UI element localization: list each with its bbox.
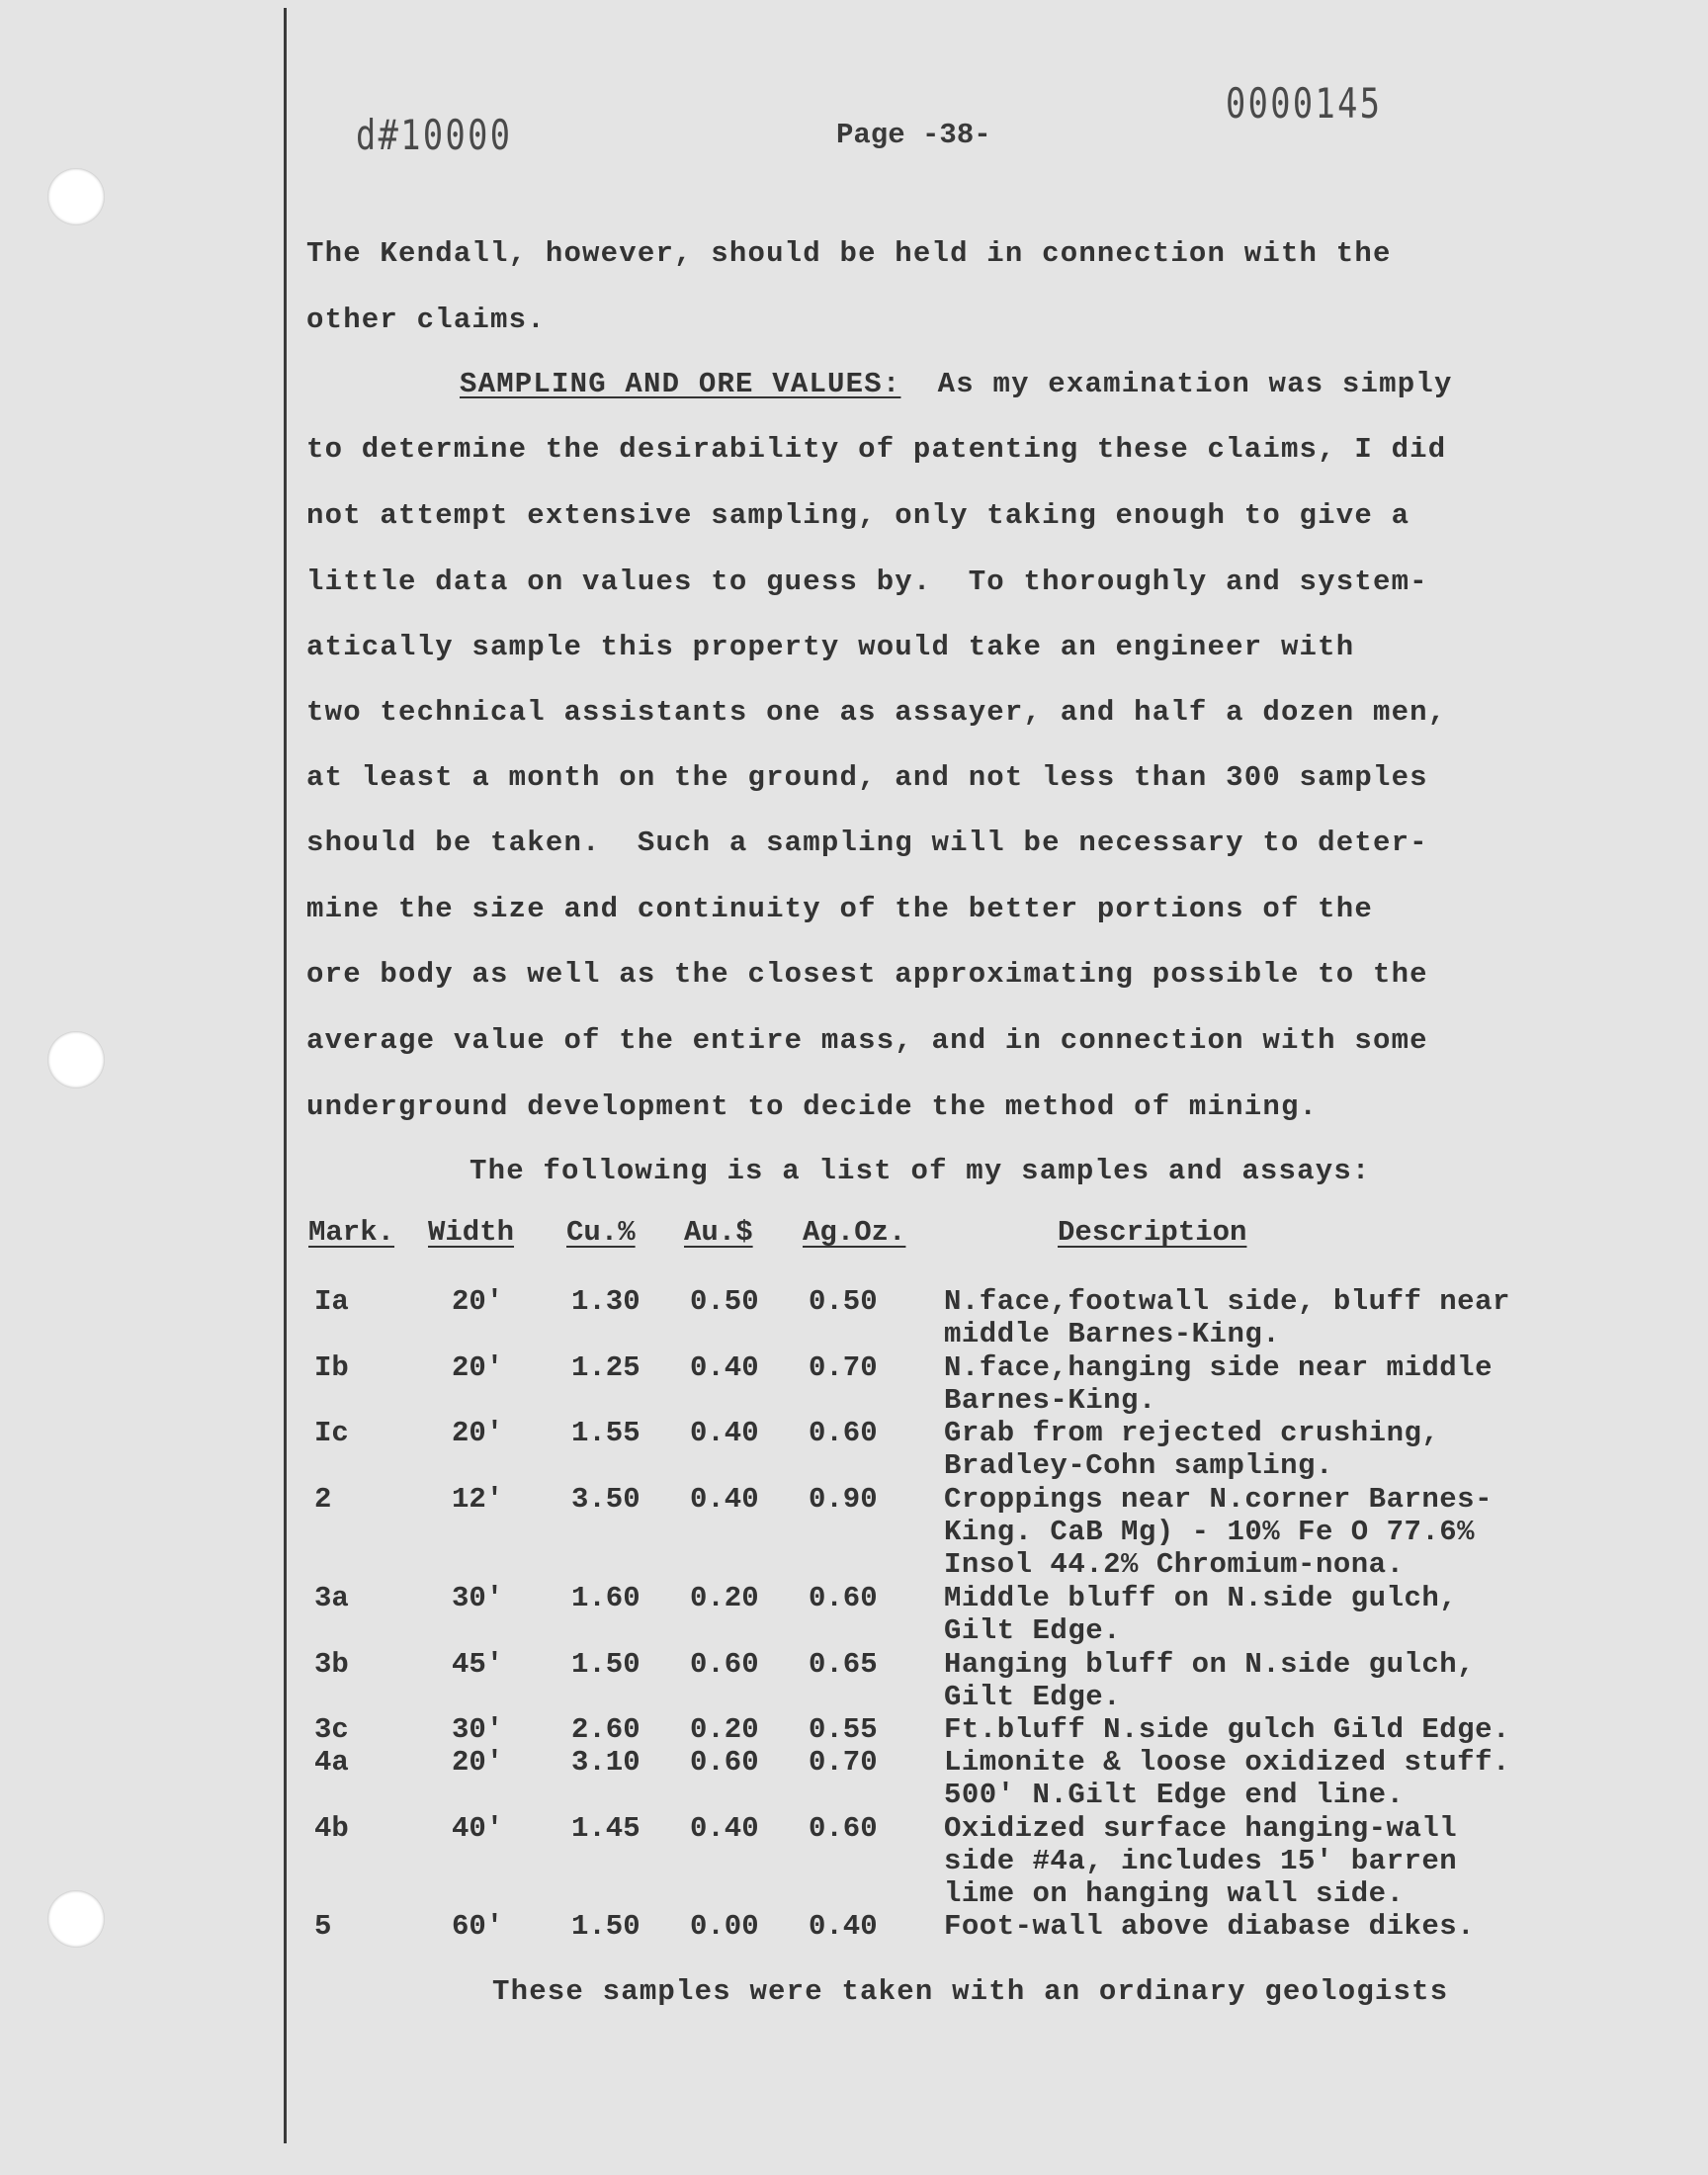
col-header-description: Description xyxy=(1058,1216,1247,1249)
desc-line: side #4a, includes 15' barren xyxy=(944,1845,1458,1877)
cell-au: 0.40 xyxy=(690,1417,759,1449)
section-heading-line xyxy=(460,368,1708,400)
margin-rule xyxy=(284,8,287,2143)
cell-width: 12' xyxy=(452,1483,504,1516)
cell-mark: 4a xyxy=(314,1746,349,1779)
body-line: atically sample this property would take an engineer with xyxy=(306,631,1355,663)
body-line: mine the size and continuity of the better portions of the xyxy=(306,893,1373,925)
cell-description xyxy=(944,1812,1457,1910)
cell-width: 20' xyxy=(452,1351,504,1384)
desc-line: middle Barnes-King. xyxy=(944,1318,1281,1350)
cell-au: 0.60 xyxy=(690,1648,759,1681)
body-line: The Kendall, however, should be held in connection with the xyxy=(306,237,1392,270)
desc-line: Oxidized surface hanging-wall xyxy=(944,1812,1458,1845)
cell-au: 0.20 xyxy=(690,1582,759,1614)
cell-width: 20' xyxy=(452,1746,504,1779)
desc-line: N.face,hanging side near middle xyxy=(944,1351,1493,1384)
desc-line: Gilt Edge. xyxy=(944,1614,1122,1647)
body-line: should be taken. Such a sampling will be necessary to deter- xyxy=(306,826,1428,859)
cell-ag: 0.70 xyxy=(809,1351,878,1384)
cell-ag: 0.65 xyxy=(809,1648,878,1681)
cell-mark: Ib xyxy=(314,1351,349,1384)
cell-cu: 1.55 xyxy=(571,1417,640,1449)
cell-au: 0.60 xyxy=(690,1746,759,1779)
desc-line: N.face,footwall side, bluff near xyxy=(944,1285,1510,1318)
cell-ag: 0.60 xyxy=(809,1582,878,1614)
punch-hole-middle xyxy=(47,1031,105,1088)
cell-mark: 3c xyxy=(314,1713,349,1746)
cell-width: 20' xyxy=(452,1417,504,1449)
desc-line: Ft.bluff N.side gulch Gild Edge. xyxy=(944,1713,1510,1746)
section-lead: As my examination was simply xyxy=(900,368,1453,400)
desc-line: 500' N.Gilt Edge end line. xyxy=(944,1779,1405,1811)
desc-line: lime on hanging wall side. xyxy=(944,1877,1405,1910)
cell-mark: Ic xyxy=(314,1417,349,1449)
desc-line: King. CaB Mg) - 10% Fe O 77.6% xyxy=(944,1516,1476,1548)
cell-ag: 0.50 xyxy=(809,1285,878,1318)
cell-width: 45' xyxy=(452,1648,504,1681)
cell-cu: 2.60 xyxy=(571,1713,640,1746)
cell-mark: 3a xyxy=(314,1582,349,1614)
cell-width: 40' xyxy=(452,1812,504,1845)
cell-ag: 0.90 xyxy=(809,1483,878,1516)
cell-au: 0.00 xyxy=(690,1910,759,1943)
desc-line: Gilt Edge. xyxy=(944,1681,1122,1713)
cell-description xyxy=(944,1483,1493,1581)
cell-width: 20' xyxy=(452,1285,504,1318)
cell-mark: 5 xyxy=(314,1910,332,1943)
body-line: not attempt extensive sampling, only taking enough to give a xyxy=(306,499,1410,532)
cell-description xyxy=(944,1910,1475,1943)
cell-ag: 0.55 xyxy=(809,1713,878,1746)
cell-au: 0.40 xyxy=(690,1351,759,1384)
body-line: little data on values to guess by. To thoroughly and system- xyxy=(306,566,1428,598)
footer-line: These samples were taken with an ordinary geologists xyxy=(492,1975,1449,2008)
col-header-au: Au.$ xyxy=(684,1216,753,1249)
cell-mark: 2 xyxy=(314,1483,332,1516)
cell-cu: 3.10 xyxy=(571,1746,640,1779)
cell-ag: 0.60 xyxy=(809,1812,878,1845)
cell-cu: 1.30 xyxy=(571,1285,640,1318)
body-line: two technical assistants one as assayer, and half a dozen men, xyxy=(306,696,1447,729)
body-line: other claims. xyxy=(306,304,546,336)
desc-line: Bradley-Cohn sampling. xyxy=(944,1449,1333,1482)
cell-width: 30' xyxy=(452,1582,504,1614)
desc-line: Foot-wall above diabase dikes. xyxy=(944,1910,1476,1943)
cell-description xyxy=(944,1285,1510,1350)
section-heading: SAMPLING AND ORE VALUES: xyxy=(460,368,901,400)
punch-hole-bottom xyxy=(47,1890,105,1948)
cell-description xyxy=(944,1417,1439,1482)
cell-mark: 3b xyxy=(314,1648,349,1681)
cell-description xyxy=(944,1582,1457,1647)
body-line: ore body as well as the closest approximating possible to the xyxy=(306,958,1428,991)
body-line: to determine the desirability of patenting these claims, I did xyxy=(306,433,1447,466)
desc-line: Barnes-King. xyxy=(944,1384,1156,1417)
desc-line: Hanging bluff on N.side gulch, xyxy=(944,1648,1476,1681)
desc-line: Grab from rejected crushing, xyxy=(944,1417,1440,1449)
cell-cu: 1.45 xyxy=(571,1812,640,1845)
cell-cu: 1.50 xyxy=(571,1910,640,1943)
cell-width: 30' xyxy=(452,1713,504,1746)
cell-au: 0.50 xyxy=(690,1285,759,1318)
col-header-mark: Mark. xyxy=(308,1216,395,1249)
cell-mark: Ia xyxy=(314,1285,349,1318)
col-header-width: Width xyxy=(428,1216,515,1249)
cell-au: 0.40 xyxy=(690,1483,759,1516)
body-line: underground development to decide the method of mining. xyxy=(306,1090,1319,1123)
body-line: average value of the entire mass, and in connection with some xyxy=(306,1024,1428,1057)
desc-line: Limonite & loose oxidized stuff. xyxy=(944,1746,1510,1779)
cell-cu: 1.60 xyxy=(571,1582,640,1614)
cell-au: 0.40 xyxy=(690,1812,759,1845)
col-header-cu: Cu.% xyxy=(566,1216,636,1249)
punch-hole-top xyxy=(47,168,105,225)
cell-cu: 1.25 xyxy=(571,1351,640,1384)
desc-line: Middle bluff on N.side gulch, xyxy=(944,1582,1458,1614)
cell-mark: 4b xyxy=(314,1812,349,1845)
cell-cu: 3.50 xyxy=(571,1483,640,1516)
body-line: at least a month on the ground, and not less than 300 samples xyxy=(306,761,1428,794)
cell-description xyxy=(944,1351,1493,1417)
cell-description xyxy=(944,1746,1510,1811)
cell-cu: 1.50 xyxy=(571,1648,640,1681)
document-number-stamp: 0000145 xyxy=(1226,79,1383,128)
cell-description xyxy=(944,1713,1510,1746)
cell-width: 60' xyxy=(452,1910,504,1943)
cell-ag: 0.40 xyxy=(809,1910,878,1943)
col-header-ag: Ag.Oz. xyxy=(803,1216,906,1249)
cell-ag: 0.60 xyxy=(809,1417,878,1449)
cell-au: 0.20 xyxy=(690,1713,759,1746)
desc-line: Insol 44.2% Chromium-nona. xyxy=(944,1548,1405,1581)
page-label: Page -38- xyxy=(836,119,991,151)
desc-line: Croppings near N.corner Barnes- xyxy=(944,1483,1493,1516)
cell-description xyxy=(944,1648,1475,1713)
table-intro: The following is a list of my samples and assays: xyxy=(470,1155,1371,1187)
document-id-stamp: d#10000 xyxy=(356,111,513,159)
cell-ag: 0.70 xyxy=(809,1746,878,1779)
